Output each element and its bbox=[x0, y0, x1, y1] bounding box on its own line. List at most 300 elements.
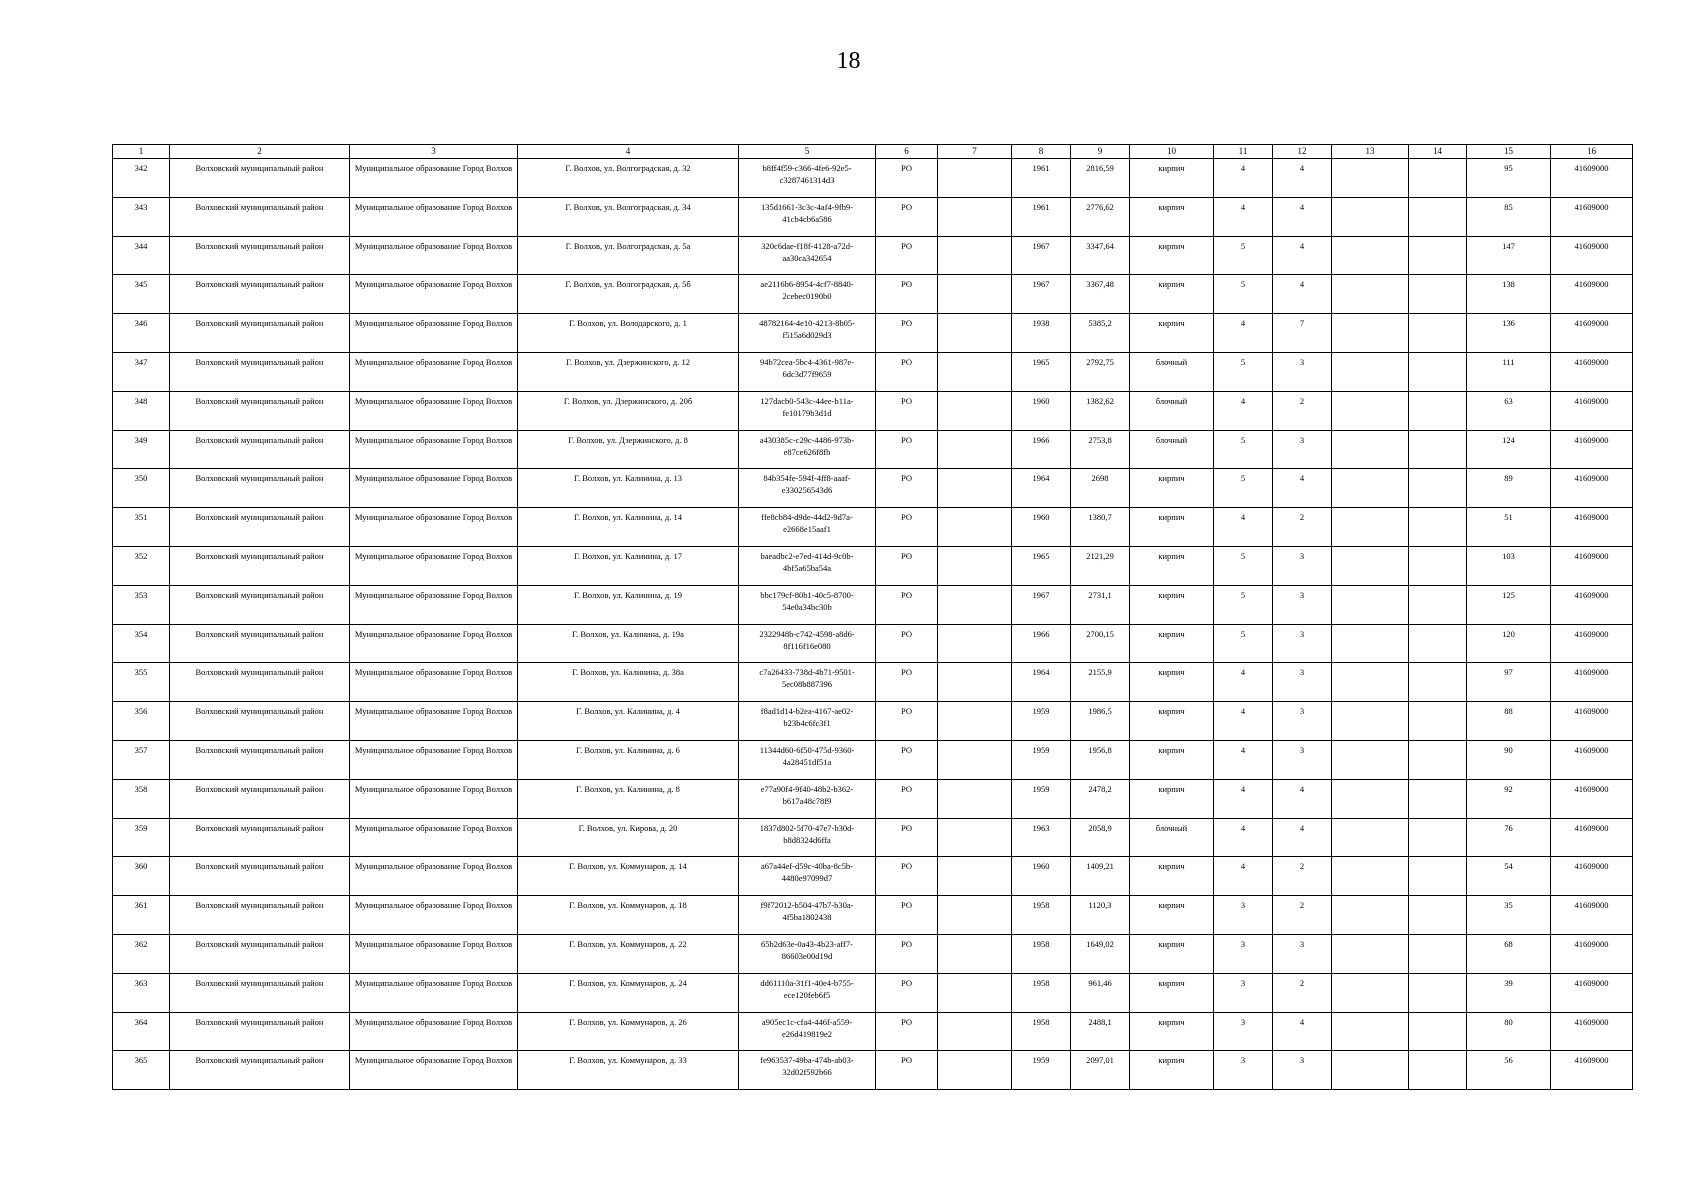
cell-district: Волховский муниципальный район bbox=[170, 314, 350, 353]
cell-guid: e77a90f4-9f40-48b2-b362-b617a48c78f9 bbox=[739, 779, 876, 818]
cell-empty-col-13 bbox=[1332, 1051, 1409, 1090]
cell-row-number: 358 bbox=[113, 779, 170, 818]
table-row bbox=[113, 469, 1633, 508]
cell-municipality: Муниципальное образование Город Волхов bbox=[350, 1012, 518, 1051]
cell-district: Волховский муниципальный район bbox=[170, 934, 350, 973]
cell-area: 1120,3 bbox=[1071, 896, 1130, 935]
cell-address: Г. Волхов, ул. Калинина, д. 19 bbox=[518, 585, 739, 624]
cell-address: Г. Волхов, ул. Волгоградская, д. 32 bbox=[518, 159, 739, 198]
cell-floors: 4 bbox=[1214, 857, 1273, 896]
cell-wall-material: блочный bbox=[1130, 391, 1214, 430]
cell-oktmo: 41609000 bbox=[1551, 275, 1633, 314]
cell-empty-col-7 bbox=[938, 197, 1012, 236]
cell-empty-col-7 bbox=[938, 624, 1012, 663]
cell-empty-col-7 bbox=[938, 546, 1012, 585]
cell-empty-col-13 bbox=[1332, 624, 1409, 663]
cell-address: Г. Волхов, ул. Калинина, д. 14 bbox=[518, 508, 739, 547]
header-row bbox=[113, 145, 1633, 159]
cell-address: Г. Волхов, ул. Коммунаров, д. 24 bbox=[518, 973, 739, 1012]
table-row bbox=[113, 702, 1633, 741]
cell-guid: 135d1661-3c3c-4af4-9fb9-41cb4cb6a586 bbox=[739, 197, 876, 236]
cell-municipality: Муниципальное образование Город Волхов bbox=[350, 779, 518, 818]
table-row bbox=[113, 857, 1633, 896]
cell-status: РО bbox=[876, 740, 938, 779]
cell-area: 2753,8 bbox=[1071, 430, 1130, 469]
cell-status: РО bbox=[876, 430, 938, 469]
cell-year-built: 1963 bbox=[1012, 818, 1071, 857]
column-header-7: 7 bbox=[938, 145, 1012, 159]
cell-municipality: Муниципальное образование Город Волхов bbox=[350, 546, 518, 585]
cell-status: РО bbox=[876, 275, 938, 314]
cell-district: Волховский муниципальный район bbox=[170, 740, 350, 779]
cell-address: Г. Волхов, ул. Дзержинского, д. 12 bbox=[518, 352, 739, 391]
cell-status: РО bbox=[876, 779, 938, 818]
cell-guid: 48782164-4e10-4213-8b05-f515a6d029d3 bbox=[739, 314, 876, 353]
cell-area: 2478,2 bbox=[1071, 779, 1130, 818]
cell-guid: baeadbc2-e7ed-414d-9c0b-4bf5a65ba54a bbox=[739, 546, 876, 585]
cell-residents: 147 bbox=[1467, 236, 1551, 275]
cell-residents: 124 bbox=[1467, 430, 1551, 469]
cell-address: Г. Волхов, ул. Волгоградская, д. 34 bbox=[518, 197, 739, 236]
cell-area: 2155,9 bbox=[1071, 663, 1130, 702]
cell-area: 2792,75 bbox=[1071, 352, 1130, 391]
cell-empty-col-14 bbox=[1409, 430, 1467, 469]
cell-entrances: 4 bbox=[1273, 197, 1332, 236]
cell-row-number: 348 bbox=[113, 391, 170, 430]
cell-floors: 5 bbox=[1214, 546, 1273, 585]
cell-empty-col-14 bbox=[1409, 546, 1467, 585]
cell-address: Г. Волхов, ул. Калинина, д. 4 bbox=[518, 702, 739, 741]
cell-status: РО bbox=[876, 314, 938, 353]
cell-district: Волховский муниципальный район bbox=[170, 159, 350, 198]
cell-empty-col-7 bbox=[938, 663, 1012, 702]
cell-oktmo: 41609000 bbox=[1551, 314, 1633, 353]
cell-entrances: 3 bbox=[1273, 624, 1332, 663]
cell-year-built: 1960 bbox=[1012, 857, 1071, 896]
cell-oktmo: 41609000 bbox=[1551, 702, 1633, 741]
building-registry-table bbox=[112, 144, 1633, 1090]
cell-district: Волховский муниципальный район bbox=[170, 1051, 350, 1090]
cell-floors: 4 bbox=[1214, 314, 1273, 353]
cell-year-built: 1966 bbox=[1012, 430, 1071, 469]
cell-empty-col-14 bbox=[1409, 469, 1467, 508]
cell-area: 1986,5 bbox=[1071, 702, 1130, 741]
cell-row-number: 364 bbox=[113, 1012, 170, 1051]
cell-area: 1956,8 bbox=[1071, 740, 1130, 779]
cell-guid: f9f72012-b504-47b7-b30a-4f5ba1802438 bbox=[739, 896, 876, 935]
cell-floors: 4 bbox=[1214, 508, 1273, 547]
cell-municipality: Муниципальное образование Город Волхов bbox=[350, 197, 518, 236]
cell-address: Г. Волхов, ул. Калинина, д. 38а bbox=[518, 663, 739, 702]
cell-district: Волховский муниципальный район bbox=[170, 896, 350, 935]
cell-empty-col-13 bbox=[1332, 934, 1409, 973]
column-header-13: 13 bbox=[1332, 145, 1409, 159]
cell-status: РО bbox=[876, 352, 938, 391]
cell-municipality: Муниципальное образование Город Волхов bbox=[350, 352, 518, 391]
cell-guid: 11344d60-6f50-475d-9360-4a28451df51a bbox=[739, 740, 876, 779]
cell-municipality: Муниципальное образование Город Волхов bbox=[350, 508, 518, 547]
cell-district: Волховский муниципальный район bbox=[170, 236, 350, 275]
cell-residents: 125 bbox=[1467, 585, 1551, 624]
table-row bbox=[113, 973, 1633, 1012]
cell-empty-col-7 bbox=[938, 275, 1012, 314]
table-body bbox=[113, 159, 1633, 1090]
cell-entrances: 2 bbox=[1273, 896, 1332, 935]
cell-floors: 4 bbox=[1214, 779, 1273, 818]
cell-wall-material: кирпич bbox=[1130, 779, 1214, 818]
cell-wall-material: блочный bbox=[1130, 818, 1214, 857]
cell-guid: b8ff4f59-c366-4fe6-92e5-c3287461314d3 bbox=[739, 159, 876, 198]
cell-entrances: 4 bbox=[1273, 779, 1332, 818]
column-header-12: 12 bbox=[1273, 145, 1332, 159]
cell-floors: 4 bbox=[1214, 702, 1273, 741]
column-header-15: 15 bbox=[1467, 145, 1551, 159]
cell-area: 2700,15 bbox=[1071, 624, 1130, 663]
cell-empty-col-14 bbox=[1409, 740, 1467, 779]
cell-row-number: 347 bbox=[113, 352, 170, 391]
cell-area: 1382,62 bbox=[1071, 391, 1130, 430]
cell-address: Г. Волхов, ул. Волгоградская, д. 5б bbox=[518, 275, 739, 314]
cell-oktmo: 41609000 bbox=[1551, 197, 1633, 236]
cell-wall-material: блочный bbox=[1130, 430, 1214, 469]
cell-year-built: 1961 bbox=[1012, 197, 1071, 236]
cell-year-built: 1959 bbox=[1012, 1051, 1071, 1090]
cell-entrances: 4 bbox=[1273, 236, 1332, 275]
cell-residents: 56 bbox=[1467, 1051, 1551, 1090]
cell-empty-col-13 bbox=[1332, 857, 1409, 896]
cell-row-number: 359 bbox=[113, 818, 170, 857]
cell-row-number: 349 bbox=[113, 430, 170, 469]
cell-empty-col-14 bbox=[1409, 973, 1467, 1012]
cell-oktmo: 41609000 bbox=[1551, 818, 1633, 857]
cell-residents: 136 bbox=[1467, 314, 1551, 353]
table-row bbox=[113, 818, 1633, 857]
cell-residents: 111 bbox=[1467, 352, 1551, 391]
cell-empty-col-13 bbox=[1332, 663, 1409, 702]
column-header-5: 5 bbox=[739, 145, 876, 159]
cell-entrances: 3 bbox=[1273, 934, 1332, 973]
cell-empty-col-13 bbox=[1332, 275, 1409, 314]
cell-wall-material: кирпич bbox=[1130, 508, 1214, 547]
cell-municipality: Муниципальное образование Город Волхов bbox=[350, 624, 518, 663]
cell-guid: a67a44ef-d59c-40ba-8c5b-4480e97099d7 bbox=[739, 857, 876, 896]
cell-oktmo: 41609000 bbox=[1551, 236, 1633, 275]
cell-floors: 3 bbox=[1214, 973, 1273, 1012]
cell-year-built: 1967 bbox=[1012, 585, 1071, 624]
cell-district: Волховский муниципальный район bbox=[170, 430, 350, 469]
cell-district: Волховский муниципальный район bbox=[170, 1012, 350, 1051]
cell-year-built: 1961 bbox=[1012, 159, 1071, 198]
cell-address: Г. Волхов, ул. Дзержинского, д. 20б bbox=[518, 391, 739, 430]
cell-entrances: 3 bbox=[1273, 430, 1332, 469]
cell-status: РО bbox=[876, 934, 938, 973]
cell-status: РО bbox=[876, 973, 938, 1012]
cell-floors: 5 bbox=[1214, 352, 1273, 391]
table-row bbox=[113, 430, 1633, 469]
cell-address: Г. Волхов, ул. Волгоградская, д. 5а bbox=[518, 236, 739, 275]
column-header-9: 9 bbox=[1071, 145, 1130, 159]
cell-empty-col-14 bbox=[1409, 352, 1467, 391]
cell-oktmo: 41609000 bbox=[1551, 546, 1633, 585]
cell-guid: c7a26433-738d-4b71-9501-5ec08b887396 bbox=[739, 663, 876, 702]
cell-oktmo: 41609000 bbox=[1551, 430, 1633, 469]
cell-guid: dd61110a-31f1-40e4-b755-ece120feb6f5 bbox=[739, 973, 876, 1012]
cell-wall-material: блочный bbox=[1130, 352, 1214, 391]
table-header bbox=[113, 145, 1633, 159]
cell-empty-col-7 bbox=[938, 159, 1012, 198]
cell-municipality: Муниципальное образование Город Волхов bbox=[350, 314, 518, 353]
cell-status: РО bbox=[876, 857, 938, 896]
cell-guid: 1837d802-5f70-47e7-b30d-b8d8324d6ffa bbox=[739, 818, 876, 857]
cell-address: Г. Волхов, ул. Кирова, д. 20 bbox=[518, 818, 739, 857]
cell-floors: 4 bbox=[1214, 159, 1273, 198]
cell-residents: 88 bbox=[1467, 702, 1551, 741]
cell-area: 2816,59 bbox=[1071, 159, 1130, 198]
cell-row-number: 353 bbox=[113, 585, 170, 624]
cell-wall-material: кирпич bbox=[1130, 585, 1214, 624]
table-row bbox=[113, 624, 1633, 663]
cell-district: Волховский муниципальный район bbox=[170, 663, 350, 702]
table-row bbox=[113, 314, 1633, 353]
table-row bbox=[113, 663, 1633, 702]
table-row bbox=[113, 740, 1633, 779]
cell-empty-col-13 bbox=[1332, 159, 1409, 198]
cell-empty-col-14 bbox=[1409, 159, 1467, 198]
cell-guid: 65b2d63e-0a43-4b23-aff7-86603e00d19d bbox=[739, 934, 876, 973]
cell-district: Волховский муниципальный район bbox=[170, 702, 350, 741]
cell-empty-col-13 bbox=[1332, 740, 1409, 779]
cell-empty-col-7 bbox=[938, 585, 1012, 624]
cell-empty-col-14 bbox=[1409, 896, 1467, 935]
cell-row-number: 345 bbox=[113, 275, 170, 314]
cell-area: 961,46 bbox=[1071, 973, 1130, 1012]
cell-empty-col-7 bbox=[938, 740, 1012, 779]
cell-municipality: Муниципальное образование Город Волхов bbox=[350, 1051, 518, 1090]
cell-residents: 35 bbox=[1467, 896, 1551, 935]
cell-empty-col-14 bbox=[1409, 1051, 1467, 1090]
cell-address: Г. Волхов, ул. Дзержинского, д. 8 bbox=[518, 430, 739, 469]
cell-area: 2058,9 bbox=[1071, 818, 1130, 857]
cell-empty-col-13 bbox=[1332, 585, 1409, 624]
cell-floors: 5 bbox=[1214, 624, 1273, 663]
cell-area: 1649,02 bbox=[1071, 934, 1130, 973]
cell-empty-col-7 bbox=[938, 352, 1012, 391]
cell-district: Волховский муниципальный район bbox=[170, 508, 350, 547]
cell-residents: 76 bbox=[1467, 818, 1551, 857]
cell-oktmo: 41609000 bbox=[1551, 973, 1633, 1012]
column-header-4: 4 bbox=[518, 145, 739, 159]
cell-status: РО bbox=[876, 546, 938, 585]
cell-area: 1380,7 bbox=[1071, 508, 1130, 547]
cell-address: Г. Волхов, ул. Коммунаров, д. 14 bbox=[518, 857, 739, 896]
cell-area: 1409,21 bbox=[1071, 857, 1130, 896]
cell-district: Волховский муниципальный район bbox=[170, 197, 350, 236]
cell-entrances: 3 bbox=[1273, 702, 1332, 741]
cell-area: 2488,1 bbox=[1071, 1012, 1130, 1051]
cell-oktmo: 41609000 bbox=[1551, 779, 1633, 818]
cell-oktmo: 41609000 bbox=[1551, 740, 1633, 779]
column-header-2: 2 bbox=[170, 145, 350, 159]
cell-entrances: 4 bbox=[1273, 818, 1332, 857]
cell-wall-material: кирпич bbox=[1130, 663, 1214, 702]
cell-address: Г. Волхов, ул. Калинина, д. 8 bbox=[518, 779, 739, 818]
cell-empty-col-13 bbox=[1332, 702, 1409, 741]
cell-municipality: Муниципальное образование Город Волхов bbox=[350, 857, 518, 896]
column-header-8: 8 bbox=[1012, 145, 1071, 159]
cell-floors: 5 bbox=[1214, 469, 1273, 508]
cell-wall-material: кирпич bbox=[1130, 740, 1214, 779]
cell-empty-col-13 bbox=[1332, 197, 1409, 236]
cell-wall-material: кирпич bbox=[1130, 624, 1214, 663]
cell-residents: 90 bbox=[1467, 740, 1551, 779]
cell-area: 2698 bbox=[1071, 469, 1130, 508]
cell-district: Волховский муниципальный район bbox=[170, 585, 350, 624]
column-header-1: 1 bbox=[113, 145, 170, 159]
cell-district: Волховский муниципальный район bbox=[170, 352, 350, 391]
cell-empty-col-14 bbox=[1409, 663, 1467, 702]
cell-floors: 5 bbox=[1214, 430, 1273, 469]
cell-empty-col-13 bbox=[1332, 469, 1409, 508]
cell-empty-col-14 bbox=[1409, 857, 1467, 896]
cell-residents: 85 bbox=[1467, 197, 1551, 236]
cell-status: РО bbox=[876, 663, 938, 702]
page-number: 18 bbox=[836, 48, 861, 74]
cell-empty-col-7 bbox=[938, 896, 1012, 935]
cell-floors: 4 bbox=[1214, 818, 1273, 857]
cell-year-built: 1964 bbox=[1012, 469, 1071, 508]
cell-row-number: 365 bbox=[113, 1051, 170, 1090]
cell-empty-col-13 bbox=[1332, 779, 1409, 818]
cell-residents: 138 bbox=[1467, 275, 1551, 314]
cell-district: Волховский муниципальный район bbox=[170, 275, 350, 314]
column-header-11: 11 bbox=[1214, 145, 1273, 159]
cell-empty-col-13 bbox=[1332, 973, 1409, 1012]
cell-residents: 89 bbox=[1467, 469, 1551, 508]
cell-address: Г. Волхов, ул. Калинина, д. 13 bbox=[518, 469, 739, 508]
table-row bbox=[113, 1051, 1633, 1090]
cell-floors: 3 bbox=[1214, 1051, 1273, 1090]
cell-guid: ffe8cb84-d9de-44d2-9d7a-e2668e15aaf1 bbox=[739, 508, 876, 547]
table-row bbox=[113, 508, 1633, 547]
cell-floors: 4 bbox=[1214, 663, 1273, 702]
table-row bbox=[113, 391, 1633, 430]
cell-empty-col-14 bbox=[1409, 624, 1467, 663]
cell-entrances: 4 bbox=[1273, 1012, 1332, 1051]
cell-oktmo: 41609000 bbox=[1551, 663, 1633, 702]
cell-guid: fe963537-49ba-474b-ab03-32d02f592b66 bbox=[739, 1051, 876, 1090]
cell-year-built: 1965 bbox=[1012, 546, 1071, 585]
cell-guid: 127dacb0-543c-44ee-b11a-fe10179b3d1d bbox=[739, 391, 876, 430]
cell-entrances: 7 bbox=[1273, 314, 1332, 353]
cell-empty-col-13 bbox=[1332, 546, 1409, 585]
cell-status: РО bbox=[876, 818, 938, 857]
column-header-16: 16 bbox=[1551, 145, 1633, 159]
cell-guid: 94b72cea-5bc4-4361-987e-6dc3d77f9659 bbox=[739, 352, 876, 391]
cell-empty-col-7 bbox=[938, 973, 1012, 1012]
cell-entrances: 3 bbox=[1273, 585, 1332, 624]
table-row bbox=[113, 275, 1633, 314]
cell-entrances: 4 bbox=[1273, 159, 1332, 198]
cell-area: 2731,1 bbox=[1071, 585, 1130, 624]
cell-row-number: 343 bbox=[113, 197, 170, 236]
cell-row-number: 357 bbox=[113, 740, 170, 779]
table-row bbox=[113, 779, 1633, 818]
column-header-14: 14 bbox=[1409, 145, 1467, 159]
cell-status: РО bbox=[876, 391, 938, 430]
cell-year-built: 1960 bbox=[1012, 508, 1071, 547]
table-row bbox=[113, 934, 1633, 973]
cell-empty-col-14 bbox=[1409, 275, 1467, 314]
cell-empty-col-13 bbox=[1332, 236, 1409, 275]
cell-wall-material: кирпич bbox=[1130, 159, 1214, 198]
cell-wall-material: кирпич bbox=[1130, 857, 1214, 896]
cell-year-built: 1958 bbox=[1012, 1012, 1071, 1051]
cell-entrances: 2 bbox=[1273, 857, 1332, 896]
cell-guid: bbc179cf-80b1-40c5-8700-54e0a34bc30b bbox=[739, 585, 876, 624]
cell-year-built: 1958 bbox=[1012, 896, 1071, 935]
cell-year-built: 1959 bbox=[1012, 740, 1071, 779]
cell-year-built: 1965 bbox=[1012, 352, 1071, 391]
cell-municipality: Муниципальное образование Город Волхов bbox=[350, 663, 518, 702]
table-row bbox=[113, 896, 1633, 935]
cell-year-built: 1959 bbox=[1012, 779, 1071, 818]
cell-district: Волховский муниципальный район bbox=[170, 857, 350, 896]
cell-empty-col-13 bbox=[1332, 430, 1409, 469]
cell-empty-col-14 bbox=[1409, 391, 1467, 430]
cell-year-built: 1938 bbox=[1012, 314, 1071, 353]
cell-status: РО bbox=[876, 197, 938, 236]
cell-status: РО bbox=[876, 469, 938, 508]
cell-district: Волховский муниципальный район bbox=[170, 469, 350, 508]
table-row bbox=[113, 1012, 1633, 1051]
cell-empty-col-14 bbox=[1409, 779, 1467, 818]
cell-empty-col-7 bbox=[938, 314, 1012, 353]
cell-year-built: 1966 bbox=[1012, 624, 1071, 663]
cell-oktmo: 41609000 bbox=[1551, 391, 1633, 430]
cell-guid: a905ec1c-cfa4-446f-a559-e26d419819e2 bbox=[739, 1012, 876, 1051]
cell-empty-col-7 bbox=[938, 779, 1012, 818]
cell-oktmo: 41609000 bbox=[1551, 469, 1633, 508]
table-row bbox=[113, 352, 1633, 391]
cell-empty-col-7 bbox=[938, 702, 1012, 741]
cell-year-built: 1964 bbox=[1012, 663, 1071, 702]
cell-row-number: 363 bbox=[113, 973, 170, 1012]
cell-row-number: 352 bbox=[113, 546, 170, 585]
cell-year-built: 1960 bbox=[1012, 391, 1071, 430]
cell-empty-col-13 bbox=[1332, 896, 1409, 935]
cell-floors: 3 bbox=[1214, 896, 1273, 935]
cell-floors: 3 bbox=[1214, 934, 1273, 973]
cell-empty-col-14 bbox=[1409, 508, 1467, 547]
cell-floors: 5 bbox=[1214, 236, 1273, 275]
cell-status: РО bbox=[876, 585, 938, 624]
column-header-3: 3 bbox=[350, 145, 518, 159]
cell-address: Г. Волхов, ул. Володарского, д. 1 bbox=[518, 314, 739, 353]
cell-residents: 92 bbox=[1467, 779, 1551, 818]
cell-address: Г. Волхов, ул. Калинина, д. 6 bbox=[518, 740, 739, 779]
cell-wall-material: кирпич bbox=[1130, 469, 1214, 508]
cell-status: РО bbox=[876, 702, 938, 741]
cell-residents: 120 bbox=[1467, 624, 1551, 663]
cell-residents: 97 bbox=[1467, 663, 1551, 702]
cell-guid: f8ad1d14-b2ea-4167-ae02-b23b4c6fc3f1 bbox=[739, 702, 876, 741]
cell-guid: 2322948b-c742-4598-a8d6-8f116f16e080 bbox=[739, 624, 876, 663]
column-header-10: 10 bbox=[1130, 145, 1214, 159]
cell-address: Г. Волхов, ул. Коммунаров, д. 26 bbox=[518, 1012, 739, 1051]
cell-row-number: 351 bbox=[113, 508, 170, 547]
cell-row-number: 342 bbox=[113, 159, 170, 198]
cell-residents: 103 bbox=[1467, 546, 1551, 585]
